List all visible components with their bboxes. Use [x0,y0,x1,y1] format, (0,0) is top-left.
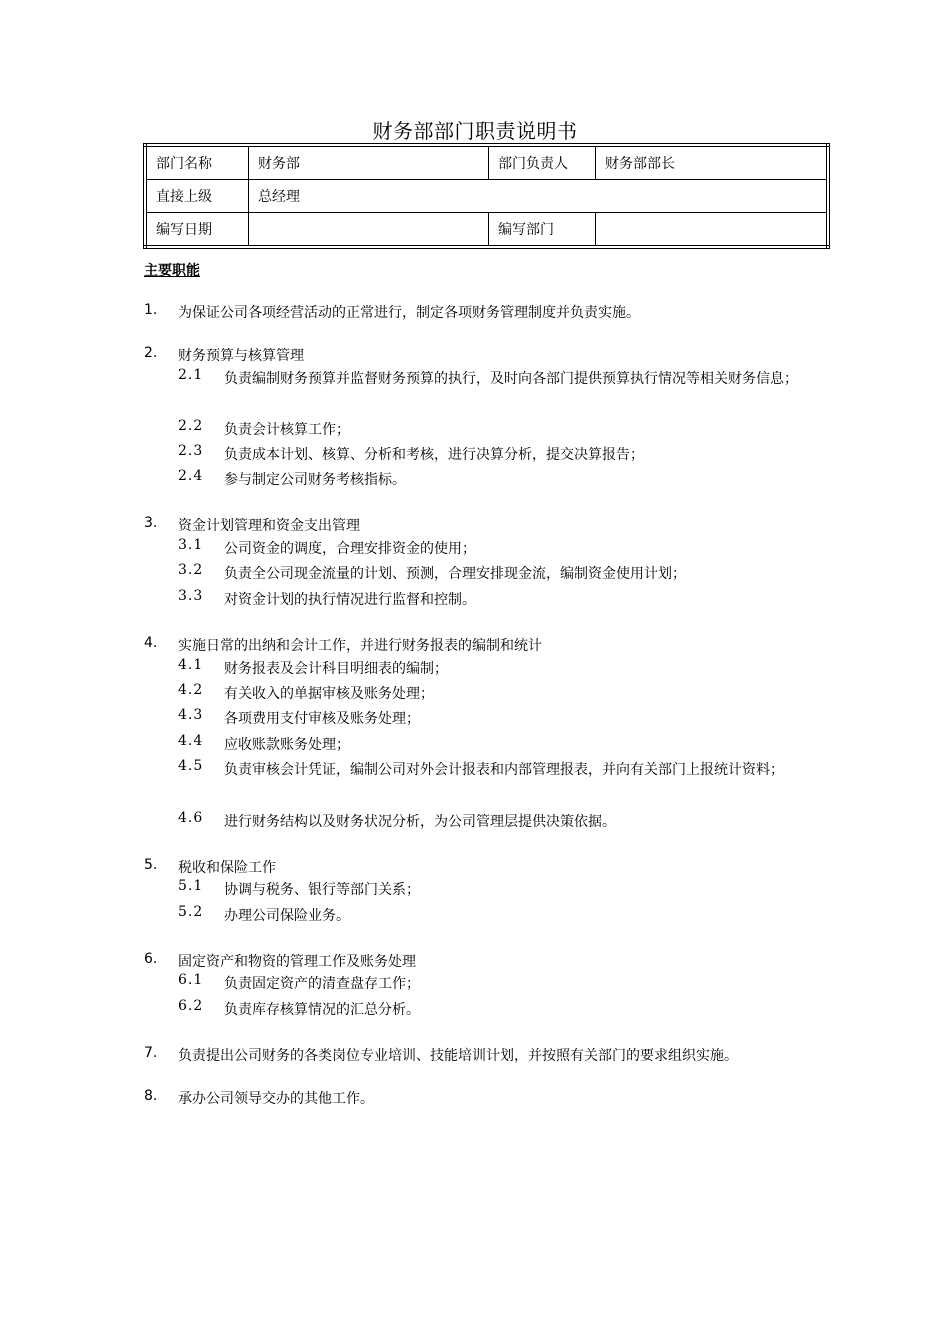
sub-item-number: 2.4 [178,468,204,484]
date-label: 编写日期 [145,213,249,248]
item-text: 资金计划管理和资金支出管理 [178,518,360,534]
department-info-table [143,143,830,249]
date-value [249,213,489,248]
author-dept-value [596,213,829,248]
sub-item-text: 公司资金的调度，合理安排资金的使用； [224,541,476,557]
sub-item-text: 参与制定公司财务考核指标。 [224,472,406,488]
sub-item-number: 4.3 [178,707,204,723]
item-text: 实施日常的出纳和会计工作，并进行财务报表的编制和统计 [178,638,542,654]
table-row [145,145,828,180]
sub-item-number: 6.1 [178,972,204,988]
item-text: 负责提出公司财务的各类岗位专业培训、技能培训计划，并按照有关部门的要求组织实施。 [178,1048,738,1064]
dept-name-label: 部门名称 [145,145,249,180]
item-number: 1. [144,302,158,318]
sub-item-number: 6.2 [178,998,204,1014]
sub-item-text: 对资金计划的执行情况进行监督和控制。 [224,592,476,608]
sub-item-number: 4.2 [178,682,204,698]
sub-item-number: 4.1 [178,657,204,673]
sub-item-number: 5.1 [178,878,204,894]
sub-item-text: 负责库存核算情况的汇总分析。 [224,1002,420,1018]
item-number: 7. [144,1045,158,1061]
dept-name-value: 财务部 [249,145,489,180]
sub-item-text: 负责固定资产的清查盘存工作； [224,976,420,992]
sub-item-text: 办理公司保险业务。 [224,908,350,924]
item-number: 2. [144,345,158,361]
item-number: 6. [144,951,158,967]
sub-item-number: 2.3 [178,443,204,459]
item-text: 财务预算与核算管理 [178,348,304,364]
item-number: 3. [144,515,158,531]
item-text: 税收和保险工作 [178,860,276,876]
sub-item-number: 2.2 [178,418,204,434]
sub-item-text: 进行财务结构以及财务状况分析，为公司管理层提供决策依据。 [224,814,616,830]
sub-item-text: 应收账款账务处理； [224,737,350,753]
item-text: 承办公司领导交办的其他工作。 [178,1091,374,1107]
item-text: 为保证公司各项经营活动的正常进行，制定各项财务管理制度并负责实施。 [178,305,640,321]
sub-item-text: 负责成本计划、核算、分析和考核，进行决算分析，提交决算报告； [224,447,644,463]
table-row [145,213,828,248]
item-number: 4. [144,635,158,651]
item-number: 5. [144,857,158,873]
sub-item-number: 5.2 [178,904,204,920]
document-title: 财务部部门职责说明书 [372,119,578,143]
sub-item-number: 3.2 [178,562,204,578]
sub-item-text: 负责全公司现金流量的计划、预测，合理安排现金流，编制资金使用计划； [224,566,686,582]
superior-label: 直接上级 [145,180,249,213]
dept-head-value: 财务部部长 [596,145,829,180]
sub-item-number: 3.1 [178,537,204,553]
item-number: 8. [144,1088,158,1104]
sub-item-text: 财务报表及会计科目明细表的编制； [224,661,448,677]
sub-item-text: 协调与税务、银行等部门关系； [224,882,420,898]
item-text: 固定资产和物资的管理工作及账务处理 [178,954,416,970]
superior-value: 总经理 [249,180,829,213]
sub-item-number: 2.1 [178,367,204,383]
sub-item-text: 负责审核会计凭证，编制公司对外会计报表和内部管理报表，并向有关部门上报统计资料； [224,762,784,778]
table-row [145,180,828,213]
sub-item-text: 负责会计核算工作； [224,422,350,438]
author-dept-label: 编写部门 [489,213,596,248]
sub-item-number: 3.3 [178,588,204,604]
sub-item-text: 有关收入的单据审核及账务处理； [224,686,434,702]
dept-head-label: 部门负责人 [489,145,596,180]
sub-item-text: 负责编制财务预算并监督财务预算的执行，及时向各部门提供预算执行情况等相关财务信息； [224,371,798,387]
sub-item-number: 4.5 [178,758,204,774]
sub-item-text: 各项费用支付审核及账务处理； [224,711,420,727]
section-heading: 主要职能 [144,263,200,279]
sub-item-number: 4.6 [178,810,204,826]
sub-item-number: 4.4 [178,733,204,749]
